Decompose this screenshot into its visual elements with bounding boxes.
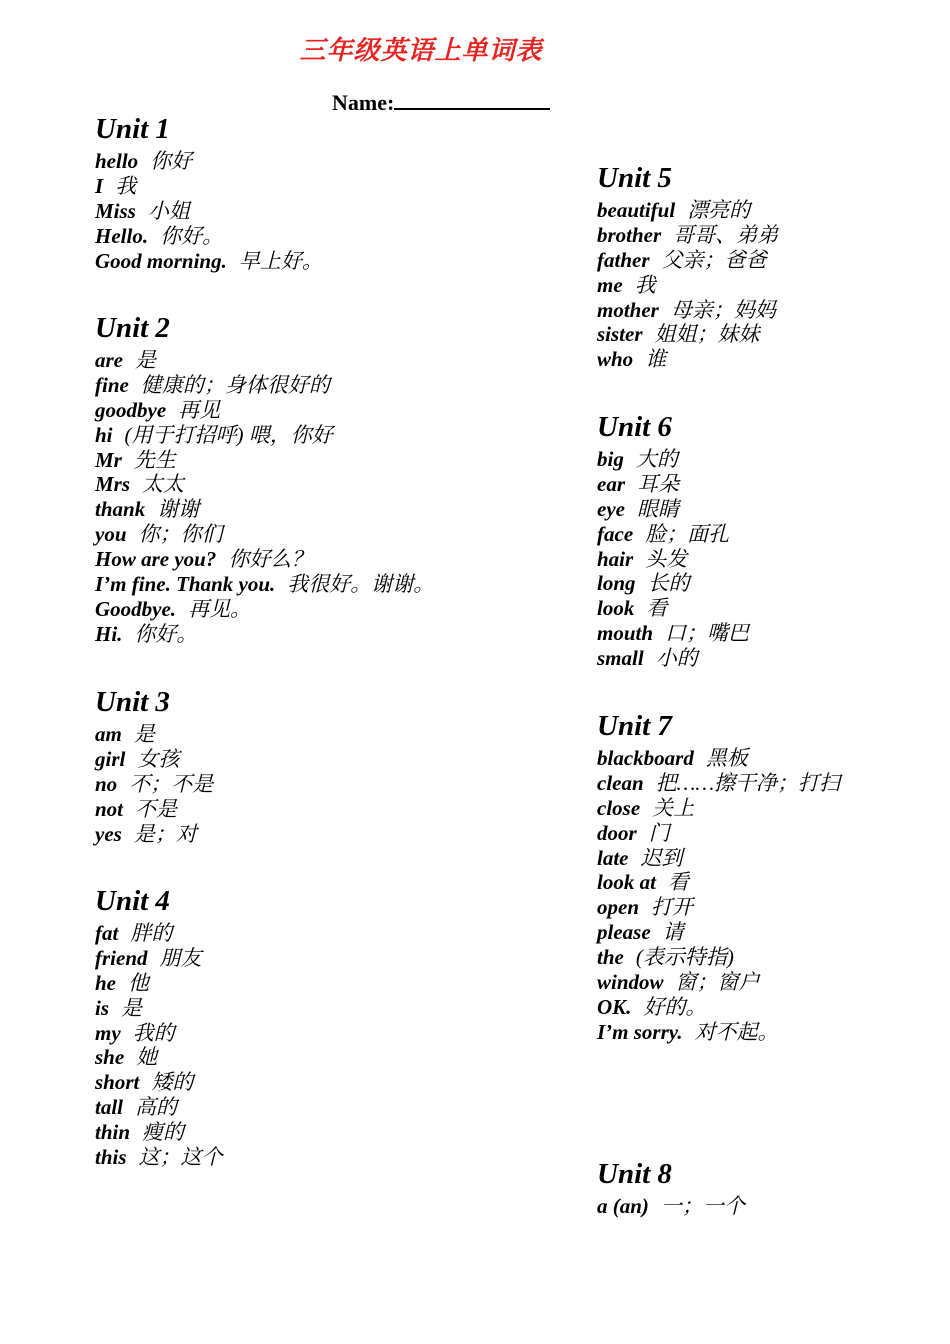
word-row	[95, 348, 434, 373]
word-row	[597, 472, 749, 497]
unit-title: Unit 2	[95, 312, 170, 344]
chinese-meaning: 好的。	[643, 994, 707, 1019]
word-row	[95, 174, 323, 199]
word-row	[597, 771, 840, 796]
word-row	[597, 846, 840, 871]
word-row	[95, 1045, 223, 1070]
chinese-meaning: 矮的	[151, 1070, 194, 1095]
english-word: look at	[597, 870, 656, 895]
word-row	[95, 448, 434, 473]
word-row	[95, 1070, 223, 1095]
english-word: ear	[597, 471, 625, 496]
word-list	[597, 198, 778, 372]
word-row	[95, 398, 434, 423]
word-row	[597, 322, 778, 347]
unit-title: Unit 5	[597, 162, 672, 194]
chinese-meaning: 我很好。谢谢。	[287, 572, 435, 597]
word-row	[95, 597, 434, 622]
english-word: father	[597, 247, 650, 272]
english-word: Mr	[95, 447, 122, 472]
english-word: eye	[597, 496, 625, 521]
chinese-meaning: 眼睛	[636, 496, 679, 521]
word-row	[95, 921, 223, 946]
word-row	[597, 920, 840, 945]
word-row	[597, 621, 749, 646]
word-row	[597, 870, 840, 895]
word-row	[597, 646, 749, 671]
chinese-meaning: (用于打招呼) 喂，你好	[124, 422, 333, 447]
unit-section	[95, 109, 323, 273]
chinese-meaning: 你好	[150, 149, 193, 173]
chinese-meaning: 哥哥、弟弟	[673, 222, 779, 247]
unit-section	[597, 706, 840, 1045]
unit-section	[95, 682, 213, 846]
word-row	[95, 224, 323, 249]
unit-title: Unit 4	[95, 885, 170, 917]
english-word: short	[95, 1070, 140, 1095]
english-word: Hello.	[95, 223, 149, 248]
word-row	[597, 1194, 745, 1219]
chinese-meaning: 你；你们	[138, 522, 223, 547]
english-word: is	[95, 995, 110, 1020]
english-word: she	[95, 1045, 125, 1070]
chinese-meaning: 看	[646, 596, 668, 621]
unit-section	[597, 158, 778, 372]
chinese-meaning: 再见	[178, 397, 221, 422]
chinese-meaning: 关上	[652, 795, 695, 820]
english-word: big	[597, 447, 624, 471]
name-field	[332, 88, 550, 116]
word-row	[95, 472, 434, 497]
english-word: Mrs	[95, 472, 131, 497]
chinese-meaning: 口；嘴巴	[665, 621, 750, 646]
word-row	[95, 373, 434, 398]
word-row	[597, 796, 840, 821]
english-word: are	[95, 348, 123, 372]
english-word: fine	[95, 372, 129, 397]
english-word: long	[597, 571, 636, 596]
chinese-meaning: 他	[128, 970, 149, 995]
chinese-meaning: 迟到	[640, 845, 683, 870]
english-word: please	[597, 920, 651, 945]
page-title: 三年级英语上单词表	[299, 36, 543, 65]
word-row	[95, 497, 434, 522]
english-word: hi	[95, 422, 113, 447]
chinese-meaning: 一；一个	[660, 1194, 745, 1218]
word-row	[95, 971, 223, 996]
word-row	[95, 423, 434, 448]
chinese-meaning: 健康的；身体很好的	[140, 372, 330, 397]
chinese-meaning: 胖的	[130, 921, 173, 945]
word-row	[597, 248, 778, 273]
word-list	[95, 921, 223, 1170]
chinese-meaning: 看	[667, 870, 689, 895]
word-row	[95, 622, 434, 647]
chinese-meaning: 是；对	[133, 821, 197, 846]
chinese-meaning: 母亲；妈妈	[670, 297, 776, 322]
english-word: small	[597, 646, 644, 671]
english-word: look	[597, 596, 635, 621]
english-word: hello	[95, 149, 139, 173]
chinese-meaning: 女孩	[137, 746, 180, 771]
word-list	[95, 722, 213, 846]
chinese-meaning: 小姐	[147, 198, 190, 223]
chinese-meaning: 不；不是	[129, 771, 214, 796]
word-row	[95, 149, 323, 174]
english-word: Goodbye.	[95, 596, 177, 621]
unit-title: Unit 7	[597, 710, 672, 742]
word-row	[597, 497, 749, 522]
word-row	[597, 1020, 840, 1045]
word-row	[95, 822, 213, 847]
english-word: late	[597, 845, 629, 870]
chinese-meaning: 姐姐；妹妹	[654, 322, 760, 347]
chinese-meaning: 你好。	[134, 621, 198, 646]
word-row	[597, 447, 749, 472]
english-word: sister	[597, 322, 643, 347]
english-word: Good morning.	[95, 248, 227, 273]
word-row	[95, 797, 213, 822]
chinese-meaning: 是	[133, 722, 155, 746]
unit-section	[597, 407, 749, 671]
english-word: fat	[95, 921, 119, 945]
english-word: beautiful	[597, 198, 676, 222]
chinese-meaning: 头发	[645, 546, 688, 571]
unit-title: Unit 6	[597, 411, 672, 443]
unit-title: Unit 3	[95, 686, 170, 718]
word-list	[95, 348, 434, 647]
chinese-meaning: 你好。	[160, 223, 224, 248]
unit-section	[95, 881, 223, 1170]
name-blank-line[interactable]	[394, 88, 550, 110]
chinese-meaning: 谢谢	[157, 497, 200, 522]
english-word: I’m sorry.	[597, 1019, 683, 1044]
english-word: me	[597, 272, 623, 297]
english-word: girl	[95, 746, 126, 771]
english-word: I’m fine. Thank you.	[95, 572, 276, 597]
word-row	[95, 1120, 223, 1145]
word-list	[597, 746, 840, 1045]
word-row	[597, 273, 778, 298]
english-word: not	[95, 796, 124, 821]
chinese-meaning: 朋友	[159, 945, 202, 970]
english-word: close	[597, 795, 641, 820]
chinese-meaning: 窗；窗户	[675, 970, 760, 995]
english-word: the	[597, 945, 624, 970]
word-row	[597, 746, 840, 771]
english-word: face	[597, 521, 634, 546]
chinese-meaning: 父亲；爸爸	[661, 247, 767, 272]
chinese-meaning: 瘦的	[142, 1120, 185, 1145]
english-word: window	[597, 970, 664, 995]
word-row	[95, 249, 323, 274]
chinese-meaning: 早上好。	[238, 248, 323, 273]
chinese-meaning: 漂亮的	[687, 198, 751, 222]
english-word: goodbye	[95, 397, 167, 422]
chinese-meaning: 我的	[132, 1020, 175, 1045]
english-word: thank	[95, 497, 146, 522]
english-word: door	[597, 820, 637, 845]
word-row	[597, 596, 749, 621]
chinese-meaning: 长的	[647, 571, 690, 596]
english-word: mother	[597, 297, 659, 322]
chinese-meaning: 小的	[655, 646, 698, 671]
chinese-meaning: 是	[121, 995, 143, 1020]
chinese-meaning: 是	[135, 348, 156, 372]
english-word: yes	[95, 821, 122, 846]
name-label: Name:	[332, 90, 395, 115]
english-word: a (an)	[597, 1194, 649, 1218]
word-row	[597, 347, 778, 372]
chinese-meaning: 你好么？	[228, 547, 313, 572]
word-list	[95, 149, 323, 273]
english-word: am	[95, 722, 122, 746]
word-list	[597, 1194, 745, 1219]
word-row	[95, 1145, 223, 1170]
chinese-meaning: 高的	[135, 1095, 178, 1120]
word-row	[597, 223, 778, 248]
english-word: Hi.	[95, 621, 123, 646]
word-list	[597, 447, 749, 671]
english-word: Miss	[95, 198, 136, 223]
word-row	[597, 895, 840, 920]
chinese-meaning: 打开	[651, 895, 693, 920]
word-row	[597, 547, 749, 572]
chinese-meaning: 先生	[133, 447, 176, 472]
english-word: blackboard	[597, 746, 694, 770]
chinese-meaning: 对不起。	[694, 1019, 779, 1044]
chinese-meaning: 我	[115, 173, 137, 198]
chinese-meaning: 门	[648, 820, 670, 845]
word-row	[95, 772, 213, 797]
word-row	[95, 199, 323, 224]
word-row	[95, 722, 213, 747]
word-row	[597, 995, 840, 1020]
chinese-meaning: 黑板	[705, 746, 748, 770]
word-row	[95, 996, 223, 1021]
word-row	[597, 571, 749, 596]
english-word: friend	[95, 945, 148, 970]
word-row	[597, 945, 840, 970]
unit-title: Unit 8	[597, 1158, 672, 1190]
english-word: no	[95, 771, 118, 796]
chinese-meaning: (表示特指)	[635, 945, 734, 970]
english-word: clean	[597, 770, 644, 795]
chinese-meaning: 耳朵	[637, 471, 679, 496]
word-row	[597, 970, 840, 995]
english-word: hair	[597, 546, 634, 571]
word-row	[597, 821, 840, 846]
unit-section	[95, 308, 434, 647]
word-row	[95, 747, 213, 772]
word-row	[95, 522, 434, 547]
english-word: How are you?	[95, 547, 217, 572]
english-word: my	[95, 1020, 121, 1045]
english-word: open	[597, 895, 639, 920]
word-row	[95, 572, 434, 597]
chinese-meaning: 太太	[142, 472, 185, 497]
chinese-meaning: 这；这个	[138, 1145, 223, 1170]
english-word: OK.	[597, 994, 632, 1019]
chinese-meaning: 再见。	[188, 596, 252, 621]
unit-section	[597, 1154, 745, 1219]
word-row	[95, 547, 434, 572]
english-word: who	[597, 347, 634, 372]
word-row	[95, 946, 223, 971]
chinese-meaning: 把……擦干净；打扫	[655, 770, 841, 795]
chinese-meaning: 她	[136, 1045, 158, 1070]
word-row	[95, 1021, 223, 1046]
chinese-meaning: 不是	[135, 796, 178, 821]
chinese-meaning: 我	[634, 272, 656, 297]
english-word: brother	[597, 222, 662, 247]
english-word: he	[95, 970, 116, 995]
word-row	[597, 522, 749, 547]
english-word: tall	[95, 1095, 124, 1120]
unit-title: Unit 1	[95, 113, 170, 145]
chinese-meaning: 请	[662, 920, 684, 945]
chinese-meaning: 大的	[635, 447, 678, 471]
word-row	[597, 198, 778, 223]
english-word: mouth	[597, 621, 654, 646]
chinese-meaning: 脸；面孔	[645, 521, 730, 546]
english-word: thin	[95, 1120, 131, 1145]
word-row	[95, 1095, 223, 1120]
english-word: this	[95, 1145, 127, 1170]
english-word: I	[95, 173, 104, 198]
chinese-meaning: 谁	[645, 347, 667, 372]
word-row	[597, 298, 778, 323]
english-word: you	[95, 522, 127, 547]
